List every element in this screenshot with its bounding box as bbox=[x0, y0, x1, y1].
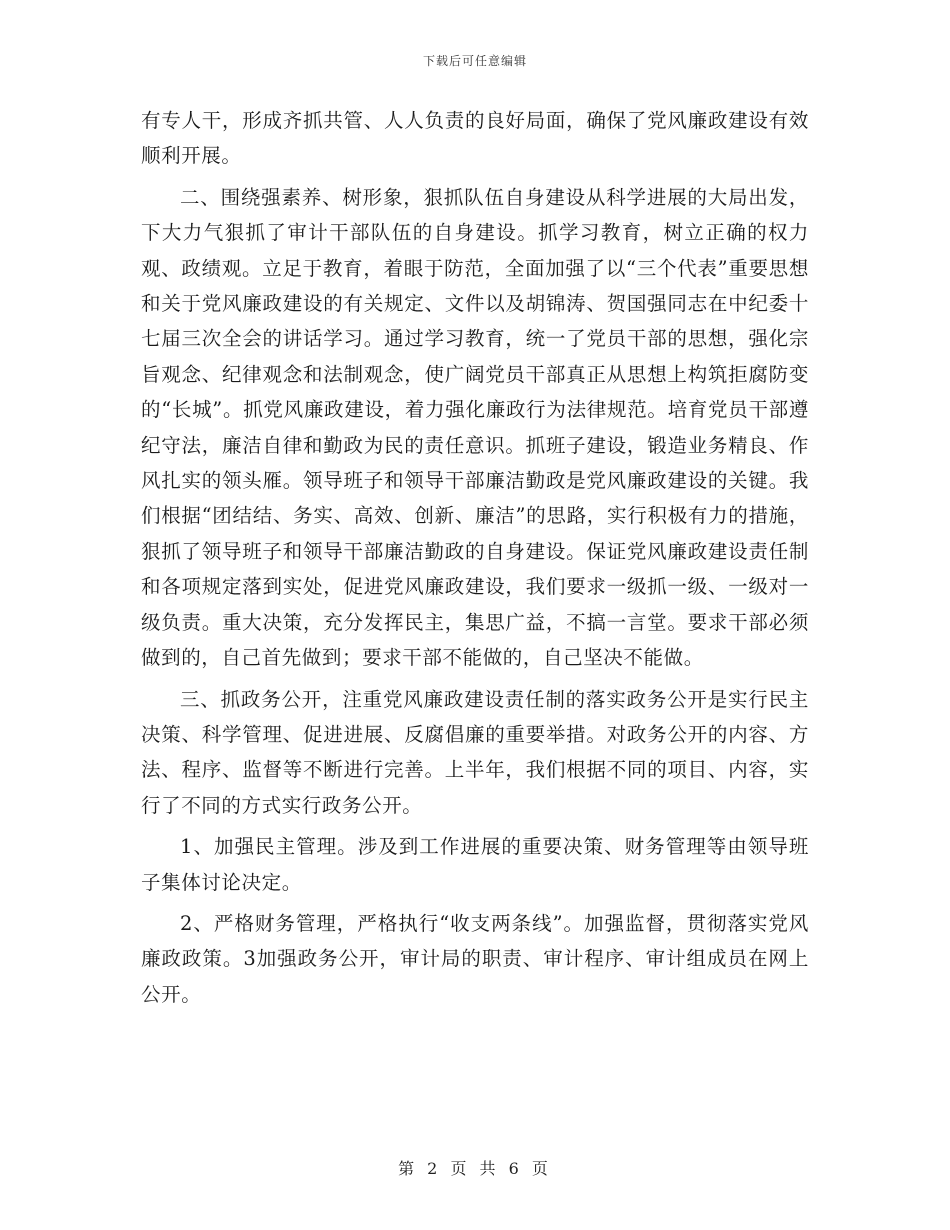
paragraph-item-two: 2、严格财务管理，严格执行“收支两条线”。加强监督，贯彻落实党风廉政政策。3加强政务公开，审计局的职责、审计程序、审计组成员在网上公开。 bbox=[141, 911, 809, 1006]
paragraph-continued: 有专人干，形成齐抓共管、人人负责的良好局面，确保了党风廉政建设有效顺利开展。 bbox=[141, 109, 809, 168]
paragraph-section-three: 三、抓政务公开，注重党风廉政建设责任制的落实政务公开是实行民主决策、科学管理、促进进展、反腐倡廉的重要举措。对政务公开的内容、方法、程序、监督等不断进行完善。上半年，我们根据不同的项目、内容，实行了不同的方式实行政务公开。 bbox=[141, 687, 809, 817]
page-number-footer: 第 2 页 共 6 页 bbox=[398, 1159, 552, 1178]
page-header: 下载后可任意编辑 bbox=[422, 54, 527, 68]
document-body bbox=[141, 103, 809, 1018]
paragraph-section-two: 二、围绕强素养、树形象，狠抓队伍自身建设从科学进展的大局出发，下大力气狠抓了审计干部队伍的自身建设。抓学习教育，树立正确的权力观、政绩观。立足于教育，着眼于防范，全面加强了以“三个代表”重要思想和关于党风廉政建设的有关规定、文件以及胡锦涛、贺国强同志在中纪委十七届三次全会的讲话学习。通过学习教育，统一了党员干部的思想，强化宗旨观念、纪律观念和法制观念，使广阔党员干部真正从思想上构筑拒腐防变的“长城”。抓党风廉政建设，着力强化廉政行为法律规范。培育党员干部遵纪守法，廉洁自律和勤政为民的责任意识。抓班子建设，锻造业务精良、作风扎实的领头雁。领导班子和领导干部廉洁勤政是党风廉政建设的关键。我们根据“团结结、务实、高效、创新、廉洁”的思路，实行积极有力的措施，狠抓了领导班子和领导干部廉洁勤政的自身建设。保证党风廉政建设责任制和各项规定落到实处，促进党风廉政建设，我们要求一级抓一级、一级对一级负责。重大决策，充分发挥民主，集思广益，不搞一言堂。要求干部必须做到的，自己首先做到；要求干部不能做的，自己坚决不能做。 bbox=[141, 185, 809, 670]
paragraph-item-one: 1、加强民主管理。涉及到工作进展的重要决策、财务管理等由领导班子集体讨论决定。 bbox=[141, 835, 809, 894]
